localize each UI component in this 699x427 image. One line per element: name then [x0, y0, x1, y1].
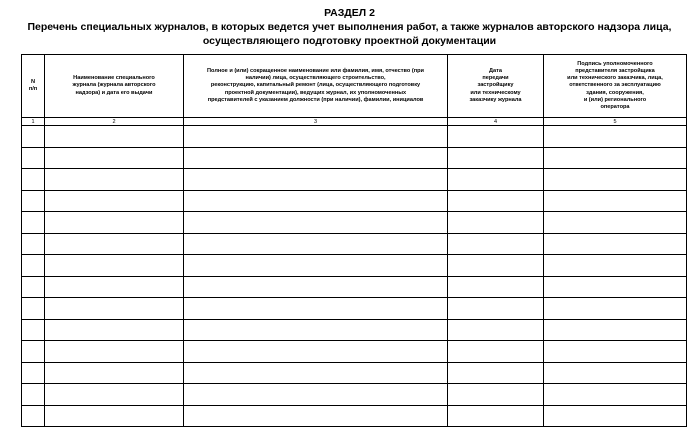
heading-line-2: осуществляющего подготовку проектной документации — [202, 35, 497, 47]
table-cell[interactable] — [22, 341, 45, 363]
table-cell[interactable] — [184, 276, 448, 298]
table-cell[interactable] — [22, 126, 45, 148]
table-cell[interactable] — [184, 212, 448, 234]
table-cell[interactable] — [448, 147, 544, 169]
table-row — [22, 212, 687, 234]
table-cell[interactable] — [184, 341, 448, 363]
table-cell[interactable] — [184, 190, 448, 212]
table-row — [22, 405, 687, 427]
table-row — [22, 319, 687, 341]
table-cell[interactable] — [45, 212, 184, 234]
table-cell[interactable] — [184, 147, 448, 169]
table-cell[interactable] — [45, 276, 184, 298]
table-cell[interactable] — [184, 319, 448, 341]
table-cell[interactable] — [45, 126, 184, 148]
table-cell[interactable] — [22, 255, 45, 277]
table-row — [22, 255, 687, 277]
table-row — [22, 276, 687, 298]
table-cell[interactable] — [448, 212, 544, 234]
table-cell[interactable] — [22, 319, 45, 341]
heading-line-1: Перечень специальных журналов, в которых ведется учет выполнения работ, а также журналов авторского надзора лица, — [27, 21, 672, 33]
table-cell[interactable] — [22, 362, 45, 384]
table-cell[interactable] — [544, 233, 687, 255]
column-number: 3 — [184, 118, 448, 126]
table-cell[interactable] — [544, 319, 687, 341]
table-cell[interactable] — [22, 276, 45, 298]
table-cell[interactable] — [184, 298, 448, 320]
table-cell[interactable] — [184, 233, 448, 255]
table-cell[interactable] — [184, 126, 448, 148]
table-cell[interactable] — [448, 405, 544, 427]
table-cell[interactable] — [22, 298, 45, 320]
table-cell[interactable] — [45, 319, 184, 341]
table-cell[interactable] — [448, 255, 544, 277]
table-cell[interactable] — [22, 384, 45, 406]
table-cell[interactable] — [45, 384, 184, 406]
table-row — [22, 233, 687, 255]
table-cell[interactable] — [448, 362, 544, 384]
table-cell[interactable] — [448, 298, 544, 320]
table-cell[interactable] — [22, 190, 45, 212]
page-header — [0, 6, 699, 48]
table-cell[interactable] — [544, 212, 687, 234]
table-cell[interactable] — [184, 255, 448, 277]
table-cell[interactable] — [22, 147, 45, 169]
table-cell[interactable] — [448, 319, 544, 341]
journals-table — [21, 54, 687, 427]
table-cell[interactable] — [45, 169, 184, 191]
table-cell[interactable] — [45, 341, 184, 363]
table-cell[interactable] — [45, 233, 184, 255]
column-number: 4 — [448, 118, 544, 126]
column-number-row — [22, 118, 687, 126]
table-cell[interactable] — [544, 362, 687, 384]
table-cell[interactable] — [45, 190, 184, 212]
table-cell[interactable] — [544, 255, 687, 277]
column-number: 1 — [22, 118, 45, 126]
table-cell[interactable] — [544, 190, 687, 212]
table-row — [22, 169, 687, 191]
table-cell[interactable] — [45, 405, 184, 427]
table-cell[interactable] — [184, 405, 448, 427]
table-row — [22, 298, 687, 320]
table-cell[interactable] — [448, 190, 544, 212]
column-header-journal-name: Наименование специального журнала (журнала авторского надзора) и дата его выдачи — [45, 55, 184, 118]
table-cell[interactable] — [22, 233, 45, 255]
table-cell[interactable] — [544, 147, 687, 169]
table-cell[interactable] — [22, 212, 45, 234]
table-cell[interactable] — [448, 341, 544, 363]
table-cell[interactable] — [544, 341, 687, 363]
table-cell[interactable] — [448, 169, 544, 191]
table-cell[interactable] — [448, 276, 544, 298]
table-row — [22, 126, 687, 148]
section-title: РАЗДЕЛ 2 — [324, 7, 375, 19]
table-row — [22, 384, 687, 406]
column-header-signature: Подпись уполномоченного представителя застройщика или технического заказчика, лица, ответственного за эксплуатацию здания, сооружения, и (или) регионального оператора — [544, 55, 687, 118]
table-cell[interactable] — [448, 126, 544, 148]
table-cell[interactable] — [544, 126, 687, 148]
table-cell[interactable] — [22, 169, 45, 191]
table-cell[interactable] — [448, 384, 544, 406]
table-header-row — [22, 55, 687, 118]
table-cell[interactable] — [45, 255, 184, 277]
table-row — [22, 362, 687, 384]
column-number: 5 — [544, 118, 687, 126]
table-cell[interactable] — [544, 169, 687, 191]
table-row — [22, 190, 687, 212]
column-header-transfer-date: Дата передачи застройщику или техническому заказчику журнала — [448, 55, 544, 118]
table-cell[interactable] — [45, 147, 184, 169]
table-cell[interactable] — [544, 405, 687, 427]
table-cell[interactable] — [22, 405, 45, 427]
table-cell[interactable] — [448, 233, 544, 255]
table-cell[interactable] — [45, 362, 184, 384]
table-cell[interactable] — [184, 362, 448, 384]
column-header-number: N п/п — [22, 55, 45, 118]
table-cell[interactable] — [544, 298, 687, 320]
table-cell[interactable] — [184, 384, 448, 406]
table-cell[interactable] — [184, 169, 448, 191]
table-cell[interactable] — [45, 298, 184, 320]
column-number: 2 — [45, 118, 184, 126]
table-row — [22, 147, 687, 169]
column-header-person: Полное и (или) сокращенное наименование или фамилия, имя, отчество (при наличии) лица, осуществляющего строительство, реконструкцию, капитальный ремонт (лица, осуществляющего подготовку проектной документации), ведущих журнал, их уполномоченных представителей с указанием должности (при наличии), фамилии, инициалов — [184, 55, 448, 118]
table-cell[interactable] — [544, 276, 687, 298]
table-cell[interactable] — [544, 384, 687, 406]
table-row — [22, 341, 687, 363]
